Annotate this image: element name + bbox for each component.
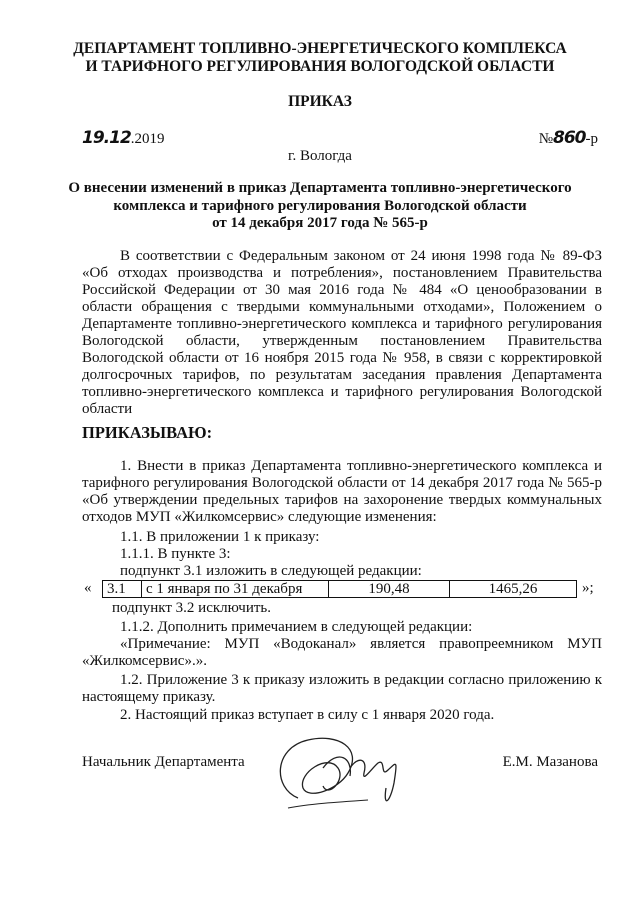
document-type: ПРИКАЗ [288, 93, 352, 110]
tariff-table [102, 580, 577, 598]
subitem-3-1-line: подпункт 3.1 изложить в следующей редакции: [120, 563, 422, 579]
order-date [82, 128, 165, 148]
item-1-1-1: 1.1.1. В пункте 3: [120, 546, 231, 562]
note-paragraph: «Примечание: МУП «Водоканал» является правопреемником МУП «Жилкомсервис».». [82, 636, 602, 669]
item-1-2-paragraph: 1.2. Приложение 3 к приказу изложить в редакции согласно приложению к настоящему приказу. [82, 672, 602, 705]
order-word: ПРИКАЗЫВАЮ: [82, 423, 213, 442]
handwritten-date: 19.12 [82, 128, 131, 148]
table-cell-value-2: 1465,26 [450, 581, 577, 598]
item-1-1: 1.1. В приложении 1 к приказу: [120, 529, 320, 545]
number-prefix: № [538, 131, 553, 147]
preamble-paragraph: В соответствии с Федеральным законом от 24 июня 1998 года № 89-ФЗ «Об отходах производства и потребления», постановлением Правительства Российской Федерации от 30 мая 2016 года № 484 «О ценообразовании в области обращения с твердыми коммунальными отходами», Положением о Департаменте топливно-энергетического комплекса и тарифного регулирования Вологодской области, утвержденным постановлением Правительства Вологодской области от 16 ноября 2015 года № 958, в связи с корректировкой долгосрочных тарифов, по результатам заседания правления Департамента топливно-энергетического комплекса и тарифного регулирования Вологодской области [82, 248, 602, 417]
item-2: 2. Настоящий приказ вступает в силу с 1 января 2020 года. [120, 707, 495, 723]
subject-line-2: комплекса и тарифного регулирования Вологодской области [113, 197, 527, 214]
handwritten-signature-icon [268, 728, 418, 818]
table-cell-value-1: 190,48 [329, 581, 450, 598]
subject-line-3: от 14 декабря 2017 года № 565-р [212, 215, 428, 231]
signer-position: Начальник Департамента [82, 754, 245, 770]
subitem-3-2-line: подпункт 3.2 исключить. [112, 600, 271, 616]
department-header [40, 40, 600, 76]
table-cell-item: 3.1 [103, 581, 142, 598]
order-subject [60, 180, 580, 233]
subject-line-1: О внесении изменений в приказ Департамента топливно-энергетического [68, 180, 572, 196]
close-quote: »; [582, 580, 594, 596]
handwritten-number: 860 [553, 128, 586, 148]
table-cell-period: с 1 января по 31 декабря [142, 581, 329, 598]
item-1-1-2: 1.1.2. Дополнить примечанием в следующей редакции: [120, 619, 473, 635]
city: г. Вологда [288, 148, 352, 164]
open-quote: « [84, 580, 92, 596]
number-suffix: -р [585, 131, 598, 147]
department-line-2: И ТАРИФНОГО РЕГУЛИРОВАНИЯ ВОЛОГОДСКОЙ ОБЛАСТИ [85, 58, 555, 75]
table-row [103, 581, 577, 598]
signer-name: Е.М. Мазанова [502, 754, 598, 770]
date-year: .2019 [130, 131, 165, 147]
item-1-paragraph: 1. Внести в приказ Департамента топливно-энергетического комплекса и тарифного регулирования Вологодской области от 14 декабря 2017 года № 565-р «Об утверждении предельных тарифов на захоронение твердых коммунальных отходов МУП «Жилкомсервис» следующие изменения: [82, 458, 602, 525]
order-number [539, 128, 598, 148]
department-line-1: ДЕПАРТАМЕНТ ТОПЛИВНО-ЭНЕРГЕТИЧЕСКОГО КОМПЛЕКСА [73, 40, 567, 57]
